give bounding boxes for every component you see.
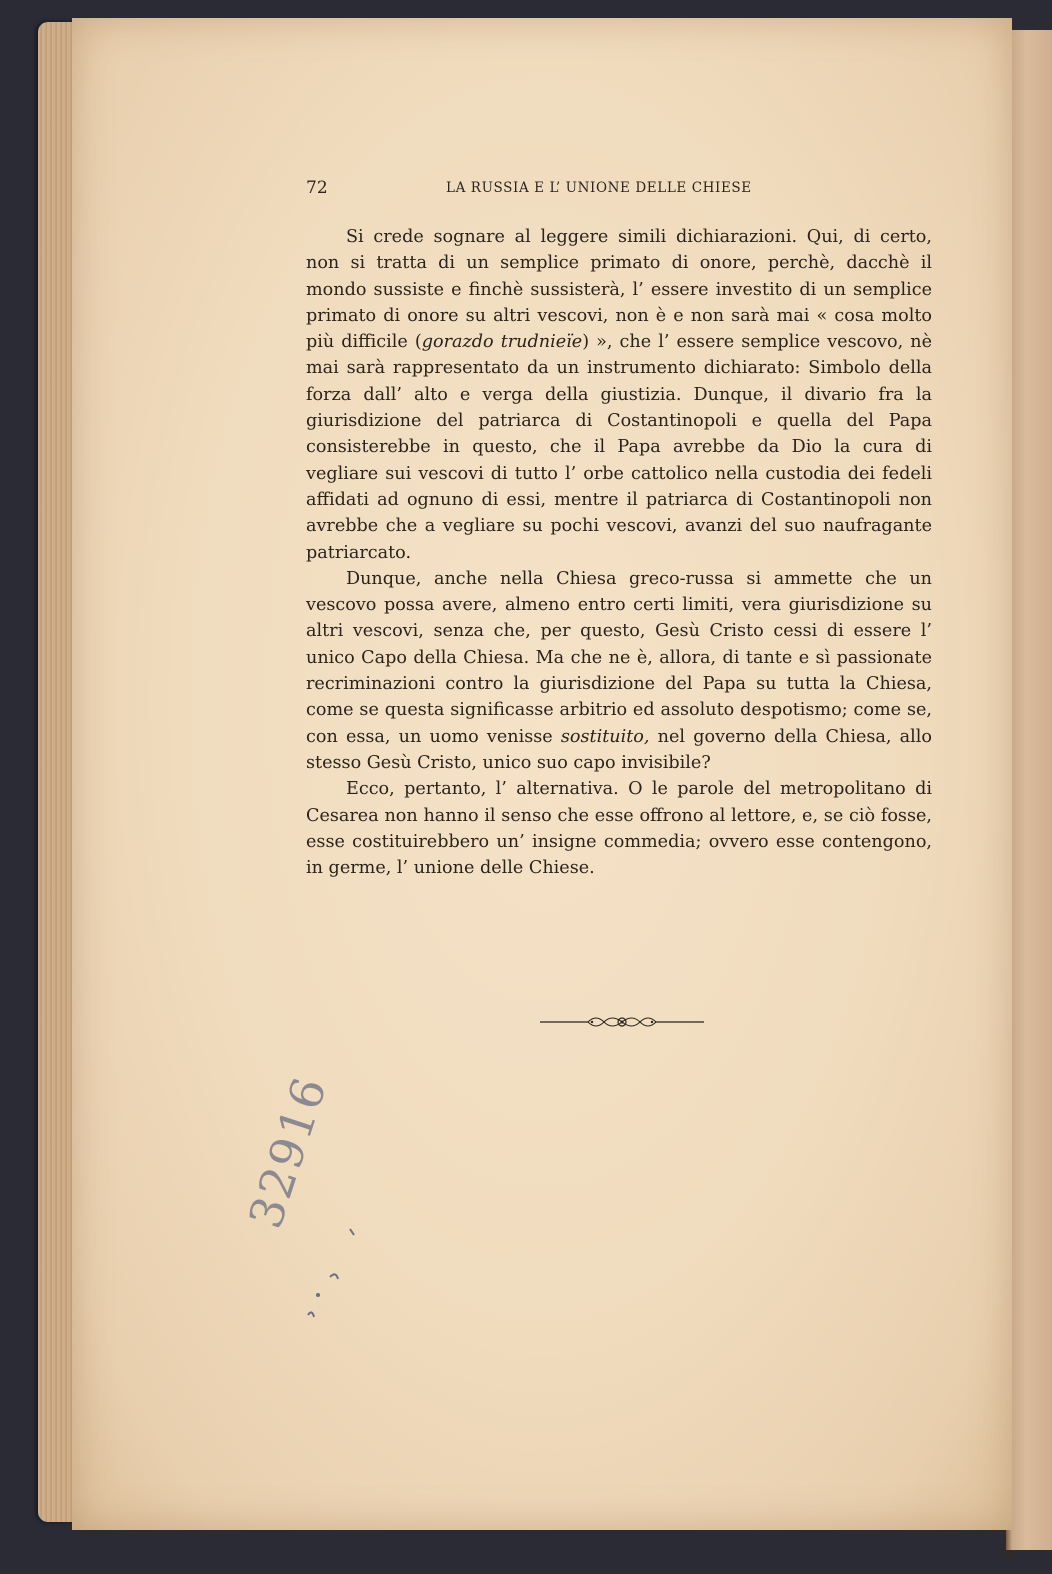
italic-phrase: gorazdo trudnieïe [421, 332, 583, 353]
paragraph-text: Si crede sognare al leggere simili dichiarazioni. Qui, di certo, non si tratta di un semplice primato di onore, perchè, dacchè il mondo sussiste e finchè sussisterà, l’ essere investito di un semplice primato di onore su altri vescovi, non è e non sarà mai « cosa molto più difficile ( [306, 227, 932, 353]
adjacent-page-edge [1006, 30, 1052, 1550]
italic-phrase: sostituito, [560, 726, 650, 747]
paragraph [306, 776, 932, 881]
paragraph [306, 224, 932, 566]
paragraph-text: Ecco, pertanto, l’ alternativa. O le parole del metropolitano di Cesarea non hanno il senso che esse offrono al lettore, e, se ciò fosse, esse costituirebbero un’ insigne commedia; ovvero esse contengono, in germe, l’ unione delle Chiese. [306, 779, 932, 879]
body-text [306, 224, 932, 881]
stamp-marks-icon [300, 1225, 360, 1325]
end-ornament-icon [540, 1010, 704, 1034]
running-head [306, 178, 932, 200]
paragraph [306, 566, 932, 776]
library-inventory-stamp: 32916 [238, 1069, 338, 1235]
paragraph-text: ) », che l’ essere semplice vescovo, nè mai sarà rappresentato da un instrumento dichiarato: Simbolo della forza dall’ alto e verga della giustizia. Dunque, il divario fra la giurisdizione del patriarca di Costantinopoli e quella del Papa consisterebbe in questo, che il Papa avrebbe da Dio la cura di vegliare sui vescovi di tutto l’ orbe cattolico nella custodia dei fedeli affidati ad ognuno di essi, mentre il patriarca di Costantinopoli non avrebbe che a vegliare su pochi vescovi, avanzi del suo naufragante patriarcato. [306, 332, 932, 563]
page-number: 72 [306, 178, 328, 198]
paragraph-text: nel governo della Chiesa, allo stesso Gesù Cristo, unico suo capo invisibile? [306, 726, 932, 773]
paragraph-text: Dunque, anche nella Chiesa greco-russa si ammette che un vescovo possa avere, almeno entro certi limiti, vera giurisdizione su altri vescovi, senza che, per questo, Gesù Cristo cessi di essere l’ unico Capo della Chiesa. Ma che ne è, allora, di tante e sì passionate recriminazioni contro la giurisdizione del Papa su tutta la Chiesa, come se questa significasse arbitrio ed assoluto despotismo; come se, con essa, un uomo venisse [306, 568, 932, 747]
running-title: LA RUSSIA E L’ UNIONE DELLE CHIESE [446, 180, 752, 196]
